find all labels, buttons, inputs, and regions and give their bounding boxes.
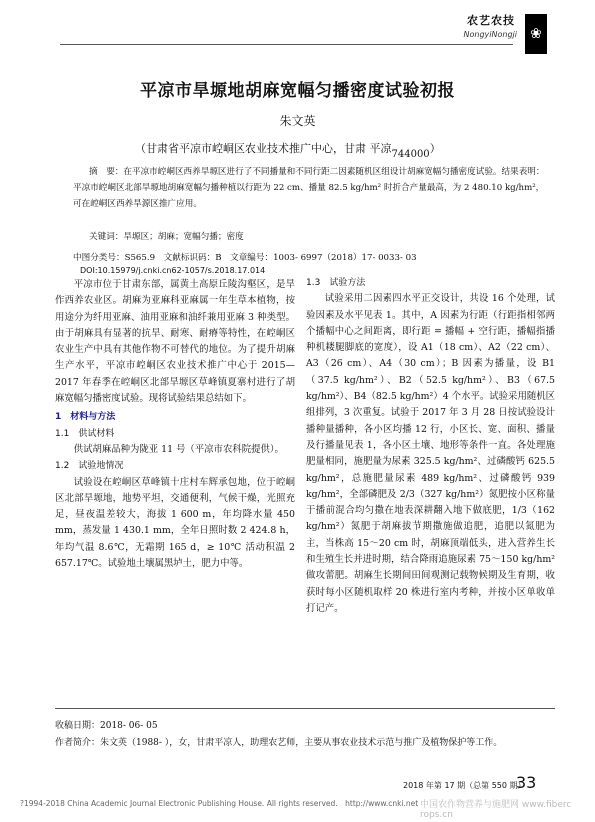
issue-info: 2018 年第 17 期（总第 550 期） bbox=[403, 781, 526, 790]
author-bio: 作者简介：朱文英（1988- ），女，甘肃平凉人，助理农艺师，主要从事农业技术示范与推广及植物保护等工作。 bbox=[55, 738, 503, 748]
affiliation-close: ） bbox=[429, 142, 441, 155]
doi: DOI:10.15979/j.cnki.cn62-1057/s.2018.17.014 bbox=[80, 266, 266, 275]
section-heading: 1 材料与方法 bbox=[55, 412, 116, 423]
footnote-rule bbox=[55, 708, 555, 709]
subsection-heading: 1.2 试验地情况 bbox=[55, 461, 124, 472]
journal-section-label: 农艺农技 bbox=[467, 14, 515, 27]
abstract: 摘 要：在平凉市崆峒区西养旱塬区进行了不同播量和不同行距二因素随机区组设计胡麻宽幅匀播密度试验。结果表明：平凉市崆峒区北部旱塬地胡麻宽幅匀播种植以行距为 22 cm、播量 82.5 kg/hm² 时折合产量最高，为 2 480.10 kg/hm²，可在崆峒区西养旱源区推广应用。 bbox=[73, 167, 545, 209]
page-number: 33 bbox=[516, 773, 537, 792]
article-title: 平凉市旱塬地胡麻宽幅匀播密度试验初报 bbox=[140, 81, 455, 101]
right-column bbox=[306, 275, 555, 617]
journal-section-pinyin: NongyiNongji bbox=[463, 30, 517, 39]
header-rule bbox=[60, 44, 513, 45]
classification-line: 中图分类号：S565.9 文献标识码：B 文章编号：1003- 6997（2018）17- 0033- 03 bbox=[73, 253, 417, 263]
body-paragraph: 平凉市位于甘肃东部，属黄土高原丘陵沟壑区，是旱作西养农业区。胡麻为亚麻科亚麻属一年生草本植物，按用途分为纤用亚麻、油用亚麻和油纤兼用亚麻 3 种类型。由于胡麻具有显著的抗旱、耐寒、耐瘠等特性，在崆峒区农业生产中具有其他作物不可替代的地位。为了提升胡麻生产水平，平凉市崆峒区农业技术推广中心于 2015—2017 年春季在崆峒区北部旱塬区草峰镇夏寨村进行了胡麻宽幅匀播密度试验。现将试验结果总结如下。 bbox=[55, 279, 295, 405]
flower-icon: ❀ bbox=[525, 14, 547, 54]
author-affiliation bbox=[135, 140, 441, 160]
affiliation-postcode: 744000 bbox=[391, 149, 430, 160]
affiliation-text: （甘肃省平凉市崆峒区农业技术推广中心，甘肃 平凉 bbox=[135, 142, 392, 155]
watermark: 中国农作物营养与施肥网 www.fiberc​rops.cn bbox=[420, 800, 572, 820]
body-paragraph: 试验设在崆峒区草峰镇十庄村车辉承包地，位于崆峒区北部旱塬地，地势平坦，交通便利，气候干燥，光照充足，昼夜温差较大，海拔 1 600 m，年均降水量 450 mm，蒸发量 1 430.1 mm，全年日照时数 2 424.8 h，年均气温 8.6℃，无霜期 165 d，≥ 10℃ 活动积温 2 657.17℃。试验地土壤属黑垆土，肥力中等。 bbox=[55, 476, 295, 570]
subsection-heading: 1.3 试验方法 bbox=[306, 278, 366, 288]
subsection-heading: 1.1 供试材料 bbox=[55, 428, 115, 439]
copyright-line: ?1994-2018 China Academic Journal Electronic Publishing House. All rights reserved. http://www.cnki.net bbox=[20, 799, 419, 808]
keywords: 关键词：旱塬区；胡麻；宽幅匀播；密度 bbox=[89, 232, 244, 242]
left-column bbox=[55, 277, 295, 572]
article-author: 朱文英 bbox=[279, 114, 316, 128]
body-paragraph: 试验采用二因素四水平正交设计，共设 16 个处理，试验因素及水平见表 1。其中，A 因素为行距（行距指相邻两个播幅中心之间距离，即行距 = 播幅 + 空行距，播幅指播种机耧腿脚底的宽度），设 A1（18 cm）、A2（22 cm）、A3（26 cm）、A4（30 cm）；B 因素为播量，设 B1（37.5 kg/hm²）、B2（52.5 kg/hm²）、B3（67.5 kg/hm²）、B4（82.5 kg/hm²）4 个水平。试验采用随机区组排列，3 次重复。试验于 2017 年 3 月 28 日按试验设计播种量播种，各小区均播 12 行，小区长、宽、面积、播量及行播量见表 1，各小区土壤、地形等条件一直。各处理施肥量相同，施肥量为尿素 325.5 kg/hm²、过磷酸钙 625.5 kg/hm²，总施肥量尿素 489 kg/hm²、过磷酸钙 939 kg/hm²，全部磷肥及 2/3（327 kg/hm²）氮肥按小区称量于播前混合均匀撒在地表深耕翻入地下做底肥，1/3（162 kg/hm²）氮肥于胡麻拔节期撒施做追肥，追肥以氮肥为主，当株高 15～20 cm 时，胡麻顶端低头，进入营养生长和生殖生长并进时期，结合降雨追施尿素 75～150 kg/hm² 做攻蕾肥。胡麻生长期间田间观测记载物候期及生育期，收获时每小区随机取样 20 株进行室内考种，并按小区单收单打记产。 bbox=[306, 293, 555, 614]
received-date: 收稿日期：2018- 06- 05 bbox=[55, 721, 158, 731]
body-paragraph: 供试胡麻品种为陇亚 11 号（平凉市农科院提供）。 bbox=[73, 443, 284, 455]
